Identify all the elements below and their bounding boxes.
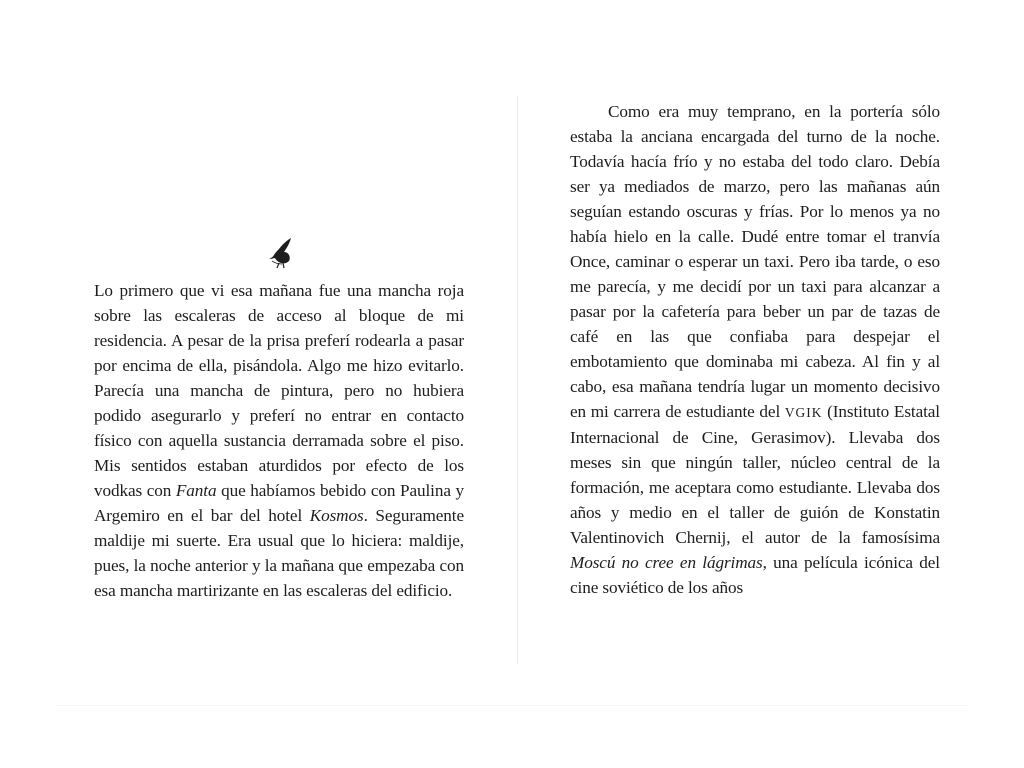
right-page-text [570, 99, 940, 600]
italic-title: Kosmos [309, 506, 364, 525]
italic-title: Fanta [175, 481, 217, 500]
page-bottom-edge [56, 705, 968, 706]
bird-icon [266, 236, 296, 270]
left-page-text [94, 278, 464, 603]
page-gutter [517, 96, 518, 664]
paragraph: Lo primero que vi esa mañana fue una mancha roja sobre las escaleras de acceso al bloque de mi residencia. A pesar de la prisa preferí rodearla a pasar por encima de ella, pisándola. Algo me hizo evitarlo. Parecía una mancha de pintura, pero no hubiera podido asegurarlo y preferí no entrar en contacto físico con aquella sustancia derramada sobre el piso. Mis sentidos estaban aturdidos por efecto de los vodkas con Fanta que habíamos bebido con Paulina y Argemiro en el bar del hotel Kosmos. Seguramente maldije mi suerte. Era usual que lo hiciera: maldije, pues, la noche anterior y la mañana que empezaba con esa mancha martirizante en las escaleras del edificio. [94, 281, 464, 600]
paragraph: Como era muy temprano, en la portería sólo estaba la anciana encargada del turno de la noche. Todavía hacía frío y no estaba del todo claro. Debía ser ya mediados de marzo, pero las mañanas aún seguían estando oscuras y frías. Por lo menos ya no había hielo en la calle. Dudé entre tomar el tranvía Once, caminar o esperar un taxi. Pero iba tarde, o eso me parecía, y me decidí por un taxi para alcanzar a pasar por la cafetería para beber un par de tazas de café en las que confiaba para despejar el embotamiento que dominaba mi cabeza. Al fin y al cabo, esa mañana tendría lugar un momento decisivo en mi carrera de estudiante del VGIK (Instituto Estatal Internacional de Cine, Gerasimov). Llevaba dos meses sin que ningún taller, núcleo central de la formación, me aceptara como estudiante. Llevaba dos años y medio en el taller de guión de Konstatin Valentinovich Chernij, el autor de la famosísima Moscú no cree en lágrimas, una película icónica del cine soviético de los años [570, 102, 940, 597]
acronym: VGIK [784, 405, 823, 420]
italic-title: Moscú no cree en lágrimas [570, 553, 763, 572]
